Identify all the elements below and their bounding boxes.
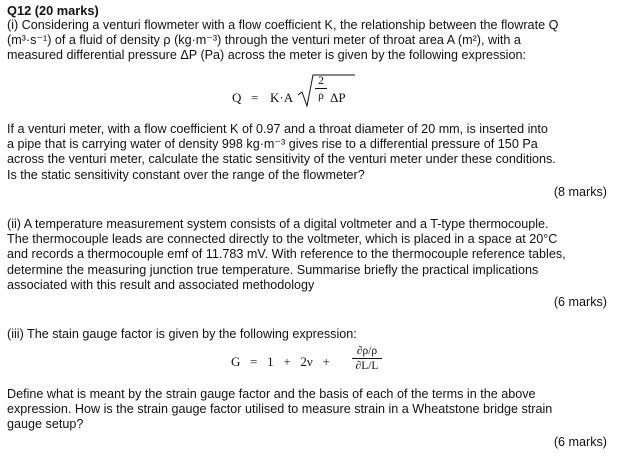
gf-eq-mid: = 1 + 2ν +: [250, 354, 330, 369]
part1-body-line: a pipe that is carrying water of density 998 kg·m⁻³ gives rise to a differential pressure of 150 Pa: [7, 137, 538, 152]
gf-frac-denominator: ∂L/L: [355, 360, 379, 372]
part2-line: (ii) A temperature measurement system consists of a digital voltmeter and a T-type thermocouple.: [7, 217, 549, 231]
eq-frac-denominator: ρ: [318, 90, 324, 102]
part3-body-line: gauge setup?: [7, 417, 84, 432]
eq-fraction: [315, 75, 327, 102]
part1-marks: (8 marks): [553, 185, 607, 199]
part2-marks: (6 marks): [553, 295, 607, 309]
part1-intro-line: (i) Considering a venturi flowmeter with a flow coefficient K, the relationship between the flowrate Q: [7, 18, 559, 32]
part2-line: The thermocouple leads are connected directly to the voltmeter, which is placed in a space at 20°C: [7, 232, 558, 247]
part3-body: [7, 387, 607, 433]
part1-intro: [7, 18, 607, 64]
gf-eq-lhs: G: [231, 354, 241, 369]
part1-body-line: across the venturi meter, calculate the static sensitivity of the venturi meter under these conditions.: [7, 152, 556, 167]
eq-frac-numerator: 2: [318, 75, 324, 87]
part2-line: and records a thermocouple emf of 11.783 mV. With reference to the thermocouple reference tables,: [7, 247, 566, 262]
eq-equals: =: [251, 90, 259, 105]
part1-intro-line: measured differential pressure ΔP (Pa) across the meter is given by the following expression:: [7, 48, 526, 63]
eq-rhs-prefix: K·A: [270, 90, 294, 105]
part1-body-line: If a venturi meter, with a flow coefficient K of 0.97 and a throat diameter of 20 mm, is inserted into: [7, 122, 548, 136]
gf-frac-numerator: ∂ρ/ρ: [356, 345, 378, 357]
sqrt-radical-icon: [297, 73, 357, 109]
eq-lhs: Q: [232, 90, 242, 105]
part2-line: associated with this result and associated methodology: [7, 277, 315, 292]
part2-body: [7, 217, 607, 293]
part2-line: determine the measuring junction true temperature. Summarise briefly the practical implications: [7, 262, 539, 277]
part1-body-line: Is the static sensitivity constant over the range of the flowmeter?: [7, 167, 365, 182]
part1-intro-line: (m³·s⁻¹) of a fluid of density ρ (kg·m⁻³) through the venturi meter of throat area A (m²), with a: [7, 33, 521, 48]
eq-frac-bar: [315, 88, 327, 89]
part3-marks: (6 marks): [553, 435, 607, 449]
gf-frac-bar: [352, 358, 382, 359]
gf-eq-fraction: [352, 345, 382, 372]
part3-intro: (iii) The stain gauge factor is given by the following expression:: [7, 327, 357, 341]
part1-body: [7, 122, 607, 183]
part3-body-line: expression. How is the strain gauge factor utilised to measure strain in a Wheatstone bridge strain: [7, 402, 553, 417]
eq-rhs-suffix: ΔP: [330, 90, 346, 105]
part3-body-line: Define what is meant by the strain gauge factor and the basis of each of the terms in the above: [7, 387, 536, 401]
question-title: Q12 (20 marks): [7, 3, 99, 18]
